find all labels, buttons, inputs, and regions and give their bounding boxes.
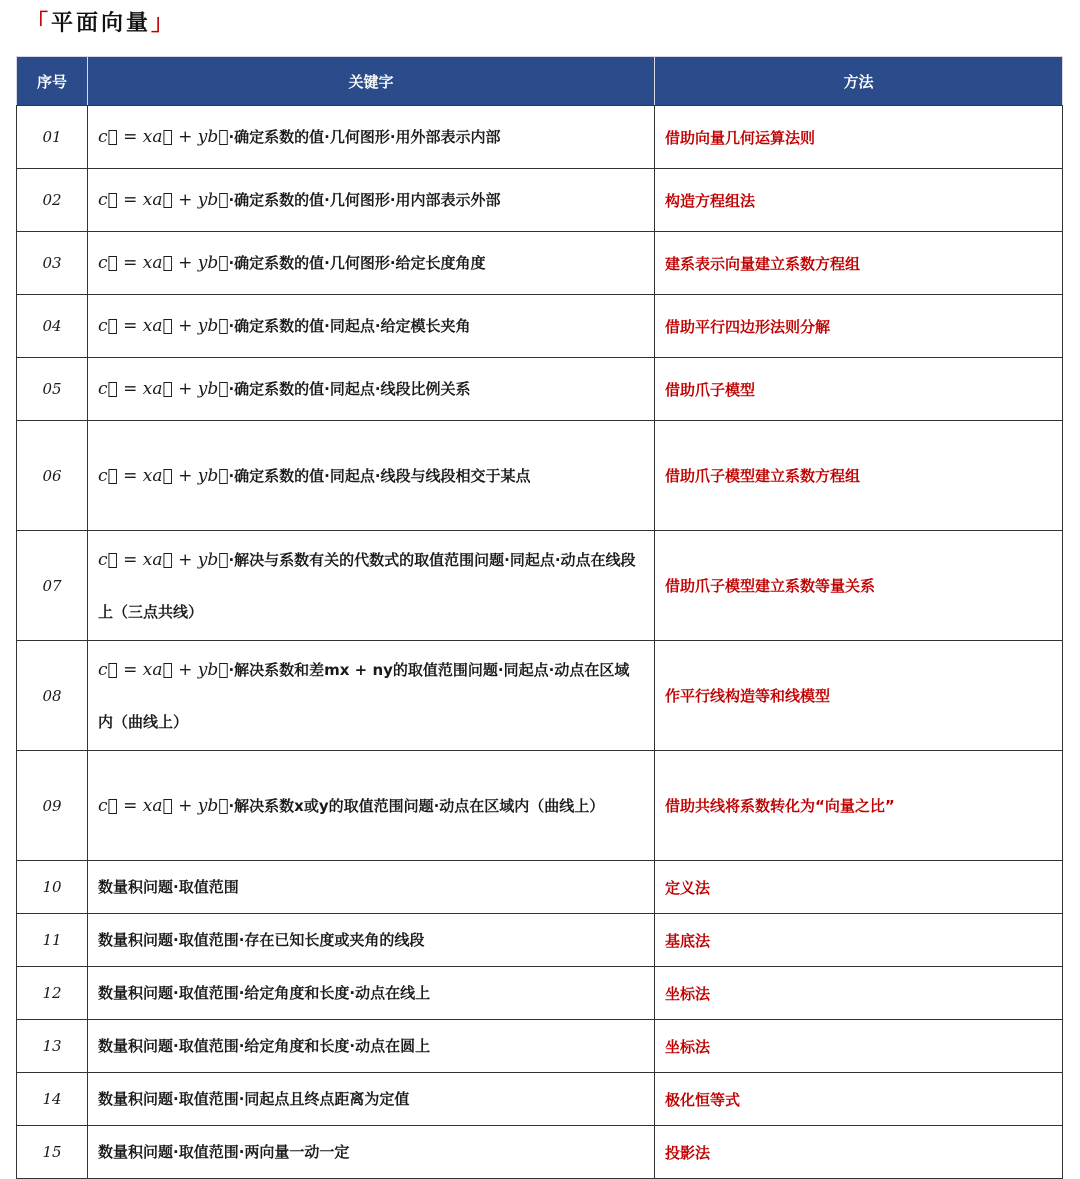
keyword-text: ·确定系数的值·几何图形·给定长度角度 [228,254,486,272]
title-open-bracket: 「 [26,11,52,36]
title-text: 平面向量 [51,11,152,36]
row-method: 借助爪子模型建立系数方程组 [655,421,1063,531]
row-method: 借助爪子模型 [655,358,1063,421]
keyword-text: ·解决系数和差mx + ny的取值范围问题·同起点·动点在区域内（曲线上） [98,660,630,731]
row-number: 07 [17,531,88,641]
keyword-text: ·确定系数的值·几何图形·用内部表示外部 [228,191,501,209]
header-keyword: 关键字 [88,57,655,106]
vector-formula: c⃗ = xa⃗ + yb⃗ [98,465,229,486]
row-keyword [88,641,655,751]
row-number: 04 [17,295,88,358]
row-keyword [88,106,655,169]
row-number: 09 [17,751,88,861]
row-method: 投影法 [655,1126,1063,1179]
title-close-bracket: 」 [151,11,177,36]
vector-formula: c⃗ = xa⃗ + yb⃗ [98,659,229,680]
row-method: 极化恒等式 [655,1073,1063,1126]
table-row [17,169,1063,232]
keyword-text: ·解决与系数有关的代数式的取值范围问题·同起点·动点在线段上（三点共线） [98,550,636,621]
table-row [17,232,1063,295]
vector-formula: c⃗ = xa⃗ + yb⃗ [98,795,229,816]
vector-formula: c⃗ = xa⃗ + yb⃗ [98,316,229,336]
table-row [17,358,1063,421]
table-row [17,531,1063,641]
row-number: 02 [17,169,88,232]
row-keyword: 数量积问题·取值范围·同起点且终点距离为定值 [88,1073,655,1126]
row-method: 定义法 [655,861,1063,914]
row-keyword: 数量积问题·取值范围·两向量一动一定 [88,1126,655,1179]
row-method: 坐标法 [655,1020,1063,1073]
row-method: 建系表示向量建立系数方程组 [655,232,1063,295]
row-number: 10 [17,861,88,914]
row-keyword: 数量积问题·取值范围·给定角度和长度·动点在圆上 [88,1020,655,1073]
row-number: 14 [17,1073,88,1126]
row-number: 13 [17,1020,88,1073]
vector-methods-table [16,56,1063,1179]
row-number: 12 [17,967,88,1020]
table-row [17,641,1063,751]
table-row [17,861,1063,914]
row-keyword: 数量积问题·取值范围 [88,861,655,914]
header-index: 序号 [17,57,88,106]
row-method: 构造方程组法 [655,169,1063,232]
row-keyword [88,358,655,421]
page-title [26,8,176,40]
row-number: 05 [17,358,88,421]
vector-formula: c⃗ = xa⃗ + yb⃗ [98,190,229,210]
table-row [17,914,1063,967]
table-row [17,421,1063,531]
table-header-row [17,57,1063,106]
row-method: 坐标法 [655,967,1063,1020]
row-method: 基底法 [655,914,1063,967]
keyword-text: ·确定系数的值·同起点·给定模长夹角 [228,317,471,335]
row-keyword [88,232,655,295]
row-keyword: 数量积问题·取值范围·存在已知长度或夹角的线段 [88,914,655,967]
row-number: 06 [17,421,88,531]
table-row [17,1073,1063,1126]
row-keyword [88,421,655,531]
row-method: 借助向量几何运算法则 [655,106,1063,169]
row-number: 15 [17,1126,88,1179]
keyword-text: ·确定系数的值·几何图形·用外部表示内部 [228,128,501,146]
row-keyword [88,169,655,232]
row-keyword: 数量积问题·取值范围·给定角度和长度·动点在线上 [88,967,655,1020]
row-keyword [88,751,655,861]
row-keyword [88,531,655,641]
vector-formula: c⃗ = xa⃗ + yb⃗ [98,379,229,399]
vector-formula: c⃗ = xa⃗ + yb⃗ [98,253,229,273]
row-number: 11 [17,914,88,967]
row-method: 借助平行四边形法则分解 [655,295,1063,358]
row-number: 08 [17,641,88,751]
row-method: 借助共线将系数转化为“向量之比” [655,751,1063,861]
table-row [17,967,1063,1020]
row-keyword [88,295,655,358]
vector-formula: c⃗ = xa⃗ + yb⃗ [98,127,229,147]
table-row [17,106,1063,169]
keyword-text: ·确定系数的值·同起点·线段比例关系 [228,380,471,398]
table-row [17,751,1063,861]
table-row [17,1126,1063,1179]
header-method: 方法 [655,57,1063,106]
row-method: 借助爪子模型建立系数等量关系 [655,531,1063,641]
row-number: 01 [17,106,88,169]
row-number: 03 [17,232,88,295]
table-row [17,295,1063,358]
keyword-text: ·解决系数x或y的取值范围问题·动点在区域内（曲线上） [228,796,605,815]
vector-formula: c⃗ = xa⃗ + yb⃗ [98,549,229,570]
keyword-text: ·确定系数的值·同起点·线段与线段相交于某点 [228,466,531,485]
table-row [17,1020,1063,1073]
row-method: 作平行线构造等和线模型 [655,641,1063,751]
